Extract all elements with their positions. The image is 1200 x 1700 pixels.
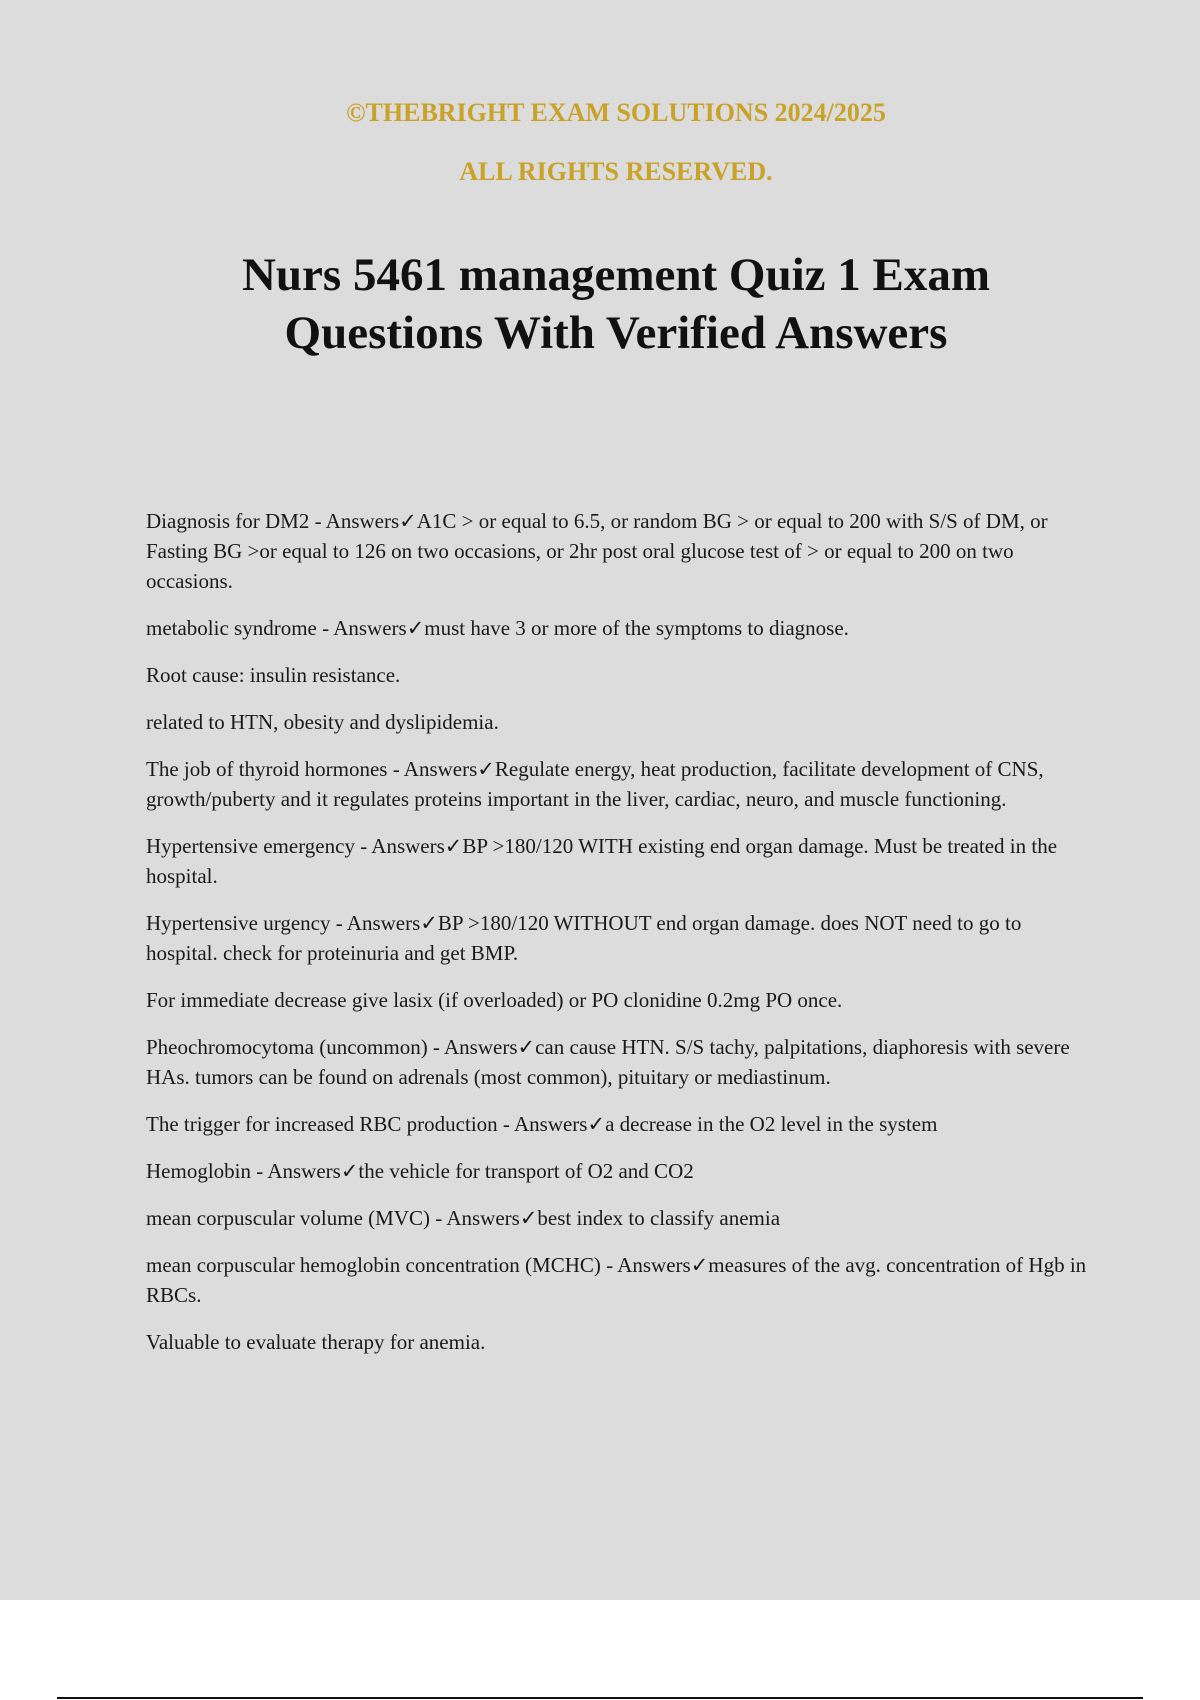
qa-entry: Root cause: insulin resistance. [146,663,401,687]
page-break-divider [57,1697,1143,1699]
qa-entry: The trigger for increased RBC production - Answers✓a decrease in the O2 level in the system [146,1112,938,1136]
qa-entry: The job of thyroid hormones - Answers✓Regulate energy, heat production, facilitate development of CNS, growth/puberty and it regulates proteins important in the liver, cardiac, neuro, and muscle functioning. [146,757,1044,811]
qa-entry: Hemoglobin - Answers✓the vehicle for transport of O2 and CO2 [146,1159,694,1183]
title-line-2: Questions With Verified Answers [284,307,948,359]
title-line-1: Nurs 5461 management Quiz 1 Exam [241,249,991,301]
qa-entry: Pheochromocytoma (uncommon) - Answers✓can cause HTN. S/S tachy, palpitations, diaphoresis with severe HAs. tumors can be found on adrenals (most common), pituitary or mediastinum. [146,1035,1070,1089]
rights-reserved-notice: ALL RIGHTS RESERVED. [459,157,773,186]
qa-entry: For immediate decrease give lasix (if overloaded) or PO clonidine 0.2mg PO once. [146,988,843,1012]
qa-entries [146,506,1091,1374]
qa-entry: Hypertensive emergency - Answers✓BP >180/120 WITH existing end organ damage. Must be treated in the hospital. [146,834,1058,888]
copyright-notice: ©THEBRIGHT EXAM SOLUTIONS 2024/2025 [346,98,886,127]
qa-entry: Valuable to evaluate therapy for anemia. [146,1330,486,1354]
qa-entry: metabolic syndrome - Answers✓must have 3 or more of the symptoms to diagnose. [146,616,849,640]
qa-entry: Diagnosis for DM2 - Answers✓A1C > or equal to 6.5, or random BG > or equal to 200 with S/S of DM, or Fasting BG >or equal to 126 on two occasions, or 2hr post oral glucose test of > or equal to 200 on two occasions. [146,509,1048,593]
qa-entry: Hypertensive urgency - Answers✓BP >180/120 WITHOUT end organ damage. does NOT need to go to hospital. check for proteinuria and get BMP. [146,911,1022,965]
qa-entry: mean corpuscular volume (MVC) - Answers✓best index to classify anemia [146,1206,781,1230]
document-title [0,246,1200,362]
qa-entry: related to HTN, obesity and dyslipidemia. [146,710,499,734]
qa-entry: mean corpuscular hemoglobin concentration (MCHC) - Answers✓measures of the avg. concentration of Hgb in RBCs. [146,1253,1087,1307]
